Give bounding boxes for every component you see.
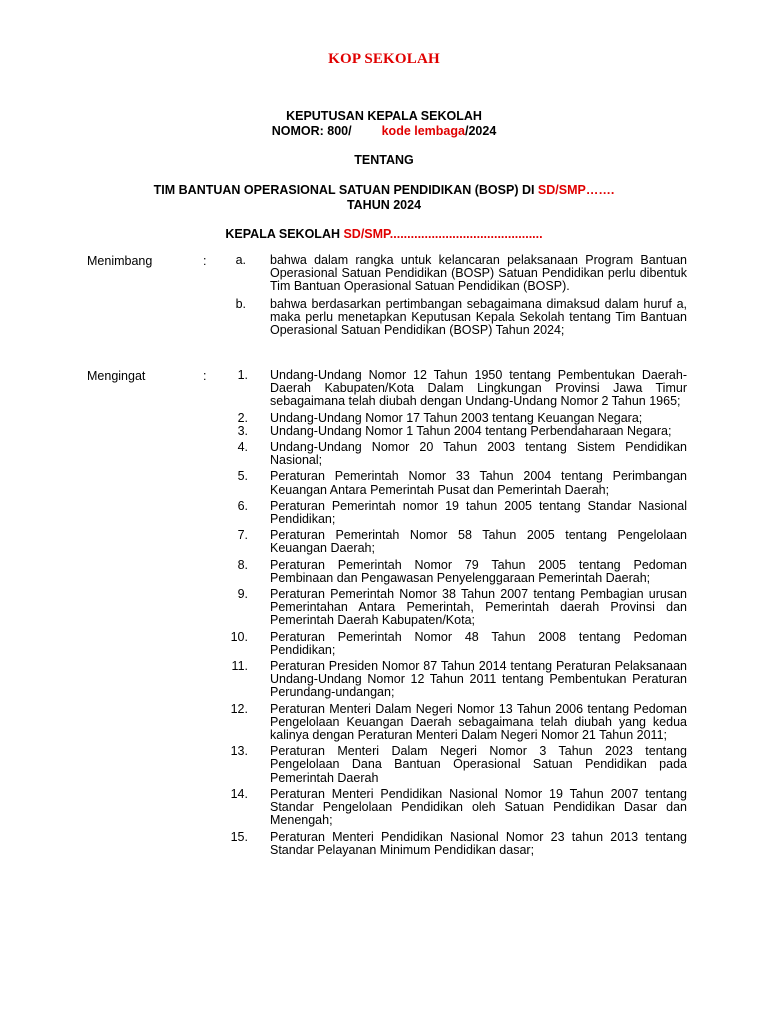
list-item [0, 703, 768, 743]
list-item-text: Undang-Undang Nomor 17 Tahun 2003 tentang Keuangan Negara; [270, 410, 643, 425]
mengingat-colon: : [203, 369, 207, 383]
menimbang-colon: : [203, 254, 207, 268]
list-item [0, 745, 768, 785]
list-item-text: Undang-Undang Nomor 1 Tahun 2004 tentang Perbendaharaan Negara; [270, 423, 672, 438]
list-item [0, 425, 768, 438]
list-item [0, 500, 768, 526]
decree-subject [0, 183, 768, 197]
list-item-text: Peraturan Menteri Dalam Negeri Nomor 3 Tahun 2023 tentang Pengelolaan Dana Bantuan Operasional Satuan Pendidikan pada Pemerintah Daerah [270, 744, 687, 785]
list-item-text: Peraturan Pemerintah Nomor 33 Tahun 2004 tentang Perimbangan Keuangan Antara Pemerintah Pusat dan Pemerintah Daerah; [270, 469, 687, 497]
list-item-text: Undang-Undang Nomor 12 Tahun 1950 tentang Pembentukan Daerah-Daerah Kabupaten/Kota Dalam Lingkungan Provinsi Jawa Timur sebagaimana telah diubah dengan Undang-Undang Nomor 2 Tahun 1965; [270, 368, 687, 409]
list-item-text: Undang-Undang Nomor 20 Tahun 2003 tentang Sistem Pendidikan Nasional; [270, 440, 687, 468]
decree-number [0, 124, 768, 138]
list-item-marker: 8. [237, 557, 248, 572]
list-item-marker: 13. [230, 744, 248, 759]
list-item-text: bahwa berdasarkan pertimbangan sebagaimana dimaksud dalam huruf a, maka perlu menetapkan Keputusan Kepala Sekolah tentang Tim Bantuan Operasional Satuan Pendidikan (BOSP) Tahun 2024; [270, 296, 687, 338]
list-item [0, 831, 768, 857]
list-item-marker: 5. [237, 469, 248, 484]
kepala-sekolah-heading [0, 227, 768, 241]
nomor-suffix: /2024 [464, 124, 497, 138]
subject-school: SD/SMP……. [537, 183, 615, 197]
list-item [0, 529, 768, 555]
list-item [0, 660, 768, 700]
list-item-text: Peraturan Menteri Dalam Negeri Nomor 13 Tahun 2006 tentang Pedoman Pengelolaan Keuangan Daerah sebagaimana telah diubah yang kedua kalinya dengan Peraturan Menteri Dalam Negeri Nomor 21 Tahun 2011; [270, 701, 687, 743]
list-item-marker: 15. [230, 829, 248, 844]
list-item-marker: 4. [237, 440, 248, 455]
list-item-marker: 11. [231, 659, 248, 674]
list-item [0, 441, 768, 467]
list-item-marker: 14. [230, 786, 248, 801]
list-item [0, 631, 768, 657]
subject-prefix: TIM BANTUAN OPERASIONAL SATUAN PENDIDIKAN (BOSP) DI [153, 183, 538, 197]
list-item-text: Peraturan Pemerintah Nomor 79 Tahun 2005 tentang Pedoman Pembinaan dan Pengawasan Penyelenggaraan Pemerintah Daerah; [270, 557, 687, 585]
kop-sekolah-heading: KOP SEKOLAH [328, 51, 440, 67]
list-item-text: bahwa dalam rangka untuk kelancaran pelaksanaan Program Bantuan Operasional Satuan Pendidikan (BOSP) Satuan Pendidikan perlu dibentuk Tim Bantuan Operasional Satuan Pendidikan (BOSP). [270, 253, 687, 294]
menimbang-list [0, 254, 768, 337]
list-item-marker: b. [235, 296, 246, 311]
list-item [0, 412, 768, 425]
mengingat-list [0, 369, 768, 857]
tentang-heading: TENTANG [354, 153, 414, 167]
nomor-prefix: NOMOR: 800/ [271, 124, 352, 138]
list-item-marker: 6. [237, 498, 248, 513]
list-item-text: Peraturan Pemerintah Nomor 48 Tahun 2008 tentang Pedoman Pendidikan; [270, 629, 687, 657]
nomor-code: kode lembaga [381, 124, 465, 138]
list-item-text: Peraturan Presiden Nomor 87 Tahun 2014 tentang Peraturan Pelaksanaan Undang-Undang Nomor 12 Tahun 2011 tentang Pembentukan Peraturan Perundang-undangan; [270, 659, 687, 700]
list-item [0, 470, 768, 496]
list-item [0, 254, 768, 294]
list-item [0, 588, 768, 628]
list-item-text: Peraturan Menteri Pendidikan Nasional Nomor 19 Tahun 2007 tentang Standar Pengelolaan Pendidikan oleh Satuan Pendidikan Dasar dan Menengah; [270, 786, 687, 828]
menimbang-label: Menimbang [87, 254, 153, 268]
list-item-marker: 9. [237, 587, 248, 602]
list-item [0, 559, 768, 585]
kepala-prefix: KEPALA SEKOLAH [225, 227, 344, 241]
list-item [0, 369, 768, 409]
list-item-text: Peraturan Pemerintah Nomor 38 Tahun 2007 tentang Pembagian urusan Pemerintahan Antara Pemerintah, Pemerintah daerah Provinsi dan Pemerintah Daerah Kabupaten/Kota; [270, 587, 687, 628]
list-item [0, 298, 768, 338]
list-item-text: Peraturan Pemerintah Nomor 58 Tahun 2005 tentang Pengelolaan Keuangan Daerah; [270, 528, 687, 556]
list-item-marker: 3. [237, 423, 248, 438]
list-item-marker: 7. [237, 528, 248, 543]
decree-title: KEPUTUSAN KEPALA SEKOLAH [286, 109, 482, 123]
list-item [0, 788, 768, 828]
list-item-text: Peraturan Pemerintah nomor 19 tahun 2005 tentang Standar Nasional Pendidikan; [270, 498, 687, 527]
list-item-marker: 2. [237, 410, 248, 425]
decree-year: TAHUN 2024 [346, 198, 422, 212]
list-item-marker: 12. [230, 701, 248, 716]
list-item-marker: 10. [230, 629, 248, 644]
kepala-school: SD/SMP............................................ [343, 227, 543, 241]
list-item-marker: 1. [237, 368, 248, 382]
list-item-marker: a. [235, 253, 246, 267]
list-item-text: Peraturan Menteri Pendidikan Nasional Nomor 23 tahun 2013 tentang Standar Pelayanan Minimum Pendidikan dasar; [270, 829, 687, 857]
mengingat-label: Mengingat [87, 369, 146, 383]
